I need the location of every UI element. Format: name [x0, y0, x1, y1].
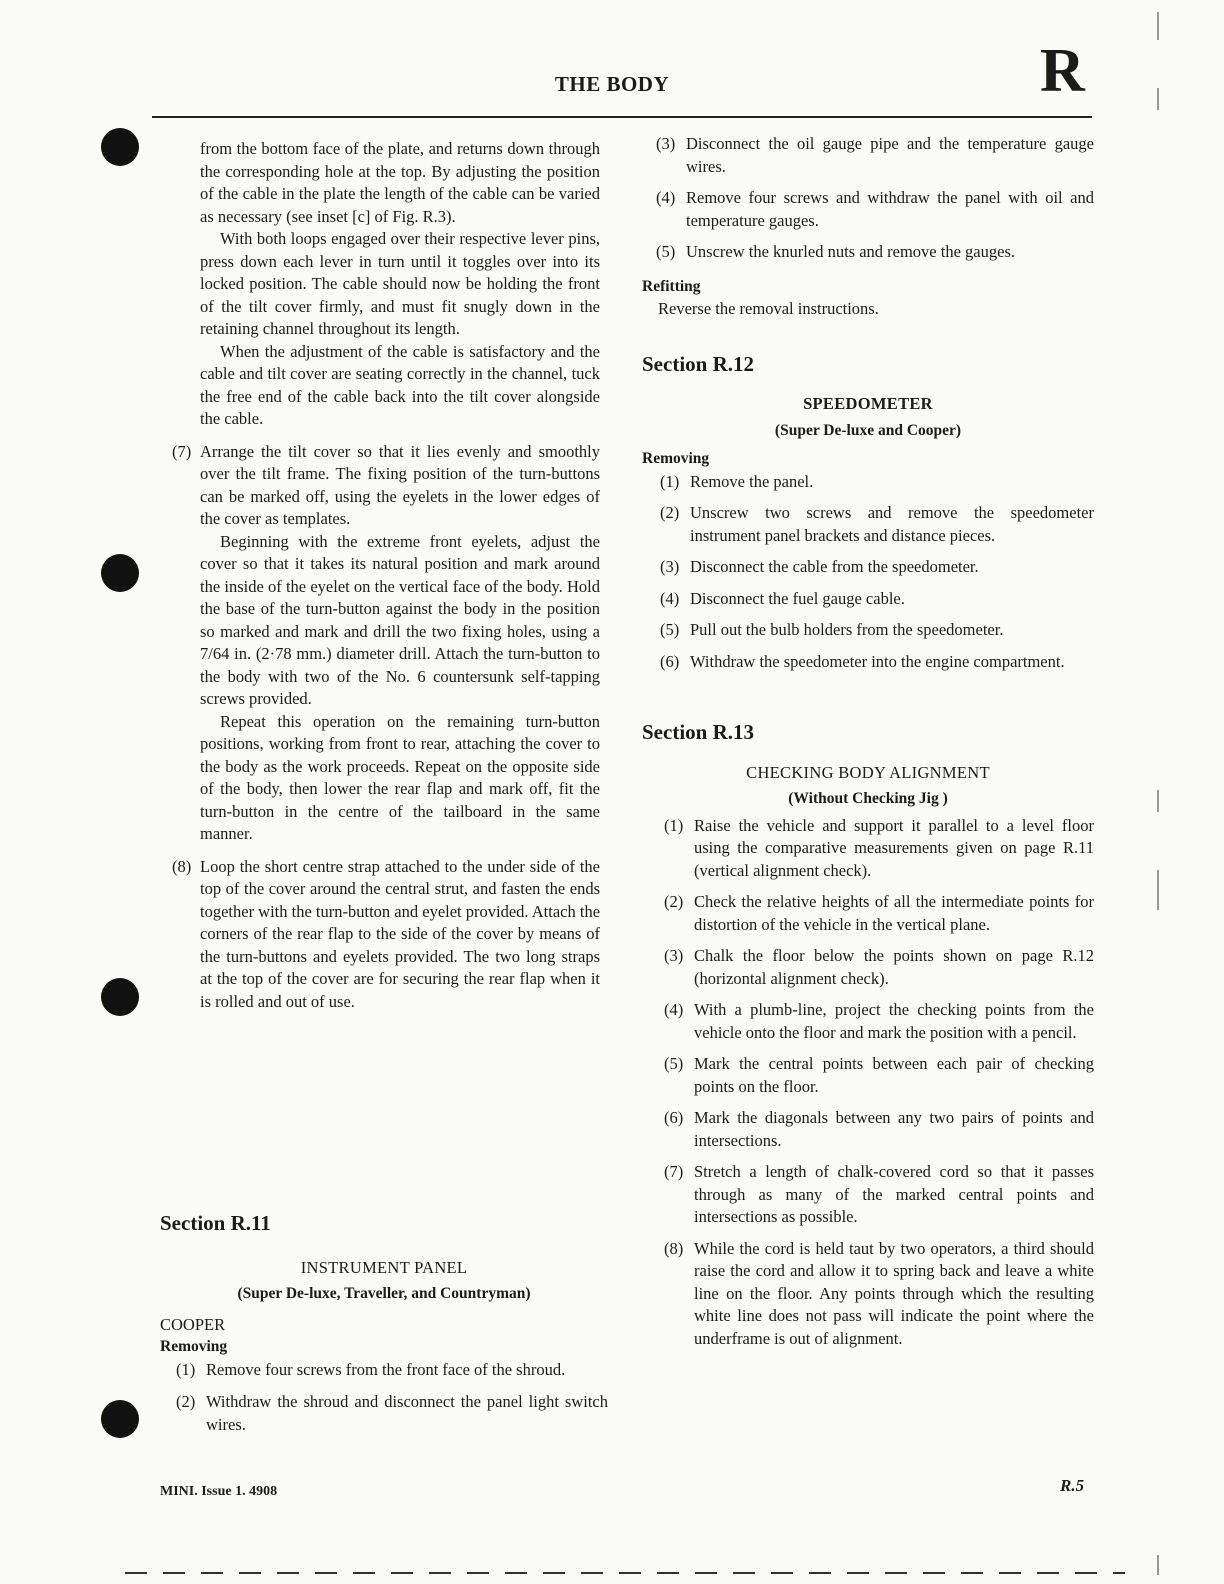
section-subtitle: (Super De-luxe and Cooper)	[774, 421, 962, 439]
section-subtitle: (Super De-luxe, Traveller, and Countryman)	[237, 1285, 531, 1302]
list-item: (4) With a plumb-line, project the checking points from the vehicle onto the floor and mark the position with a pencil.	[664, 1000, 1094, 1042]
left-column	[160, 138, 600, 1013]
paragraph: from the bottom face of the plate, and returns down through the corresponding hole at the top. By adjusting the position of the cable in the plate the length of the cable can be varied as necessary (see inset [c] of Fig. R.3).	[200, 139, 600, 226]
list-item: (3) Disconnect the oil gauge pipe and the temperature gauge wires.	[656, 134, 1094, 176]
punch-hole	[101, 978, 139, 1016]
page-number: R.5	[1060, 1476, 1085, 1495]
list-item: (3) Chalk the floor below the points shown on page R.12 (horizontal alignment check).	[664, 946, 1094, 988]
section-heading: Section R.11	[160, 1211, 271, 1235]
section-subtitle: (Without Checking Jig )	[788, 790, 948, 807]
list-item: (6) Withdraw the speedometer into the engine compartment.	[660, 651, 1065, 671]
list-item: (5) Mark the central points between each pair of checking points on the floor.	[664, 1054, 1094, 1096]
right-column	[642, 133, 1094, 1350]
list-item: (5) Unscrew the knurled nuts and remove the gauges.	[656, 242, 1015, 261]
list-item: (6) Mark the diagonals between any two pairs of points and intersections.	[664, 1108, 1094, 1150]
list-item: (8) Loop the short centre strap attached to the under side of the top of the cover around the central strut, and fasten the ends together with the turn-button and eyelet provided. Attach the corners of the rear flap to the side of the cover by means of the turn-buttons and eyelets provided. The two long straps at the top of the cover are for securing the rear flap when it is rolled and out of use.	[172, 856, 601, 1011]
scan-edge-mark	[1157, 1555, 1159, 1575]
issue-footer: MINI. Issue 1. 4908	[160, 1484, 278, 1499]
list-item: (4) Disconnect the fuel gauge cable.	[660, 588, 905, 608]
section-title: CHECKING BODY ALIGNMENT	[746, 762, 990, 782]
punch-hole	[101, 128, 139, 166]
scan-edge-mark	[1157, 88, 1159, 110]
list-item: (7) Arrange the tilt cover so that it lies evenly and smoothly over the tilt frame. The fixing position of the turn-buttons can be marked off, using the eyelets in the lower edges of the cover as templates. Beginning with the extreme front eyelets, adjust the cover so that it takes its natural position and mark around the inside of the eyelet on the vertical face of the body. Hold the base of the turn-button against the body in the position so marked and mark and drill the two fixing holes, using a 7/64 in. (2·78 mm.) diameter drill. Attach the turn-button to the body with two of the No. 6 countersunk self-tapping screws provided. Repeat this operation on the remaining turn-button positions, working from front to rear, attaching the cover to the body as the work proceeds. Repeat on the opposite side of the body, then lower the rear flap and mark off, fit the turn-button in the centre of the tailboard in the same manner.	[172, 441, 600, 843]
list-item: (2) Withdraw the shroud and disconnect the panel light switch wires.	[176, 1392, 608, 1434]
list-item: (7) Stretch a length of chalk-covered cord so that it passes through as many of the marked central points and intersections as possible.	[664, 1162, 1094, 1226]
refitting-label: Refitting	[642, 277, 701, 295]
page-title: THE BODY	[554, 72, 670, 96]
paragraph: When the adjustment of the cable is satisfactory and the cable and tilt cover are seating correctly in the channel, tuck the free end of the cable back into the tilt cover alongside the cable.	[200, 341, 600, 428]
bottom-rule	[125, 1572, 1125, 1574]
section-letter: R	[1040, 37, 1085, 105]
section-title: INSTRUMENT PANEL	[300, 1257, 468, 1277]
model-label: COOPER	[160, 1314, 226, 1334]
scan-edge-mark	[1157, 12, 1159, 40]
removing-label: Removing	[642, 450, 710, 467]
scan-edge-mark	[1157, 790, 1159, 812]
list-item: (3) Disconnect the cable from the speedometer.	[660, 557, 979, 576]
section-heading: Section R.12	[642, 351, 754, 376]
list-item: (1) Remove the panel.	[660, 471, 814, 491]
list-item: (1) Raise the vehicle and support it parallel to a level floor using the comparative measurements given on page R.11 (vertical alignment check).	[664, 815, 1094, 880]
list-item: (8) While the cord is held taut by two operators, a third should raise the cord and allow it to spring back and leave a white line on the floor. Any points through which the resulting white line does not pass will indicate the point where the underframe is out of alignment.	[664, 1238, 1094, 1348]
section-title: SPEEDOMETER	[803, 394, 933, 413]
header-rule	[152, 116, 1092, 118]
punch-hole	[101, 554, 139, 592]
paragraph: Reverse the removal instructions.	[658, 299, 879, 318]
list-item: (2) Unscrew two screws and remove the speedometer instrument panel brackets and distance pieces.	[660, 503, 1094, 545]
scan-edge-mark	[1157, 870, 1159, 910]
list-item: (2) Check the relative heights of all the intermediate points for distortion of the vehicle in the vertical plane.	[664, 892, 1094, 934]
paragraph: With both loops engaged over their respective lever pins, press down each lever in turn until it toggles over into its locked position. The cable should now be holding the front of the tilt cover firmly, and must fit snugly down in the retaining channel throughout its length.	[200, 229, 600, 338]
list-item: (5) Pull out the bulb holders from the speedometer.	[660, 620, 1004, 639]
section-r11	[160, 1212, 608, 1436]
punch-hole	[101, 1400, 139, 1438]
list-item: (1) Remove four screws from the front face of the shroud.	[176, 1359, 566, 1379]
section-heading: Section R.13	[642, 720, 754, 744]
removing-label: Removing	[160, 1338, 228, 1355]
list-item: (4) Remove four screws and withdraw the panel with oil and temperature gauges.	[656, 188, 1094, 230]
